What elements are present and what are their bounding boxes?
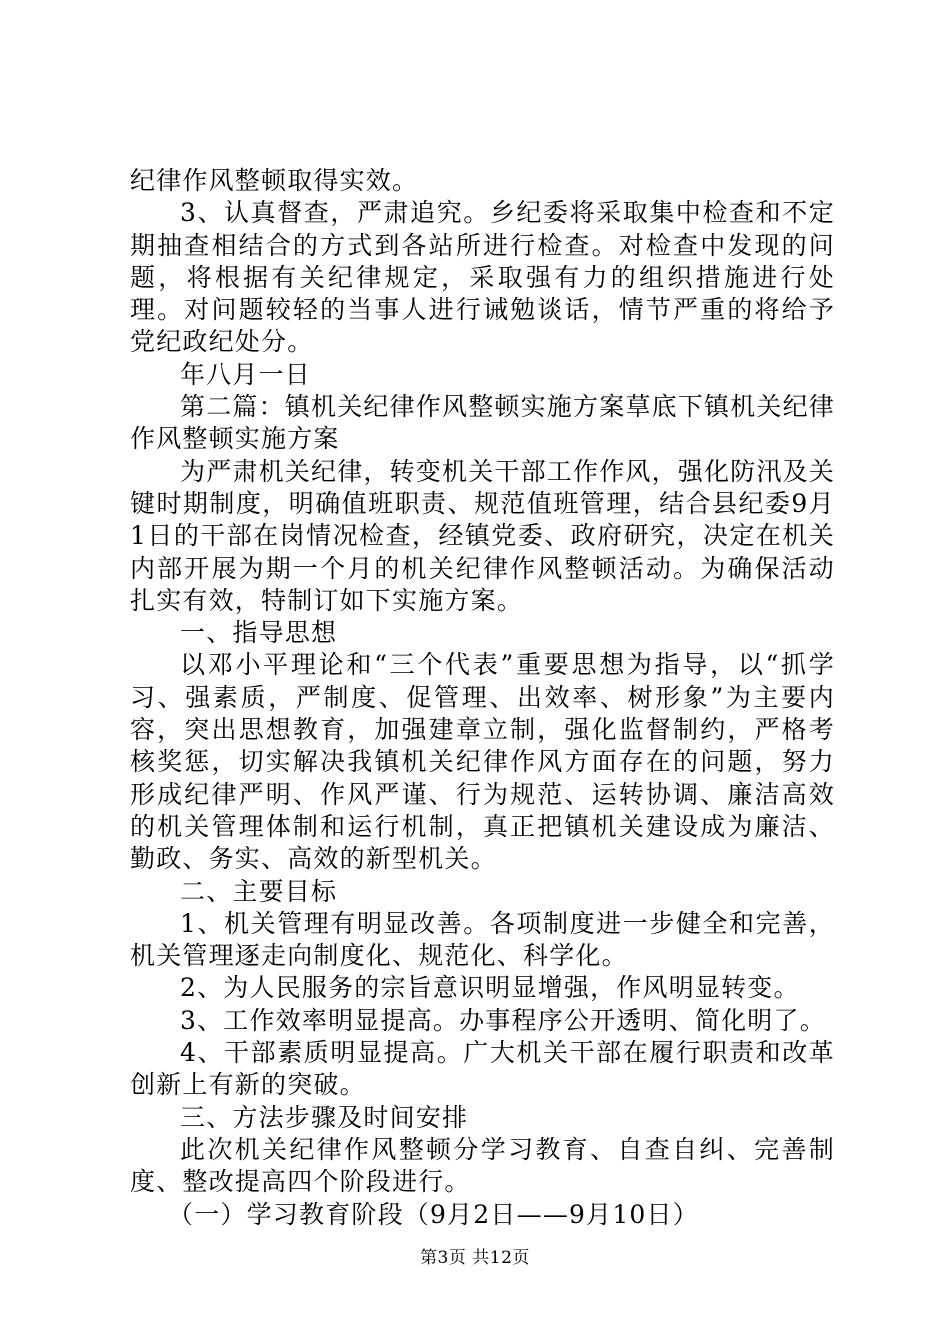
paragraph-phases: 此次机关纪律作风整顿分学习教育、自查自纠、完善制度、整改提高四个阶段进行。 bbox=[130, 1134, 835, 1197]
paragraph-introduction: 为严肃机关纪律，转变机关干部工作作风，强化防汛及关键时期制度，明确值班职责、规范值班管理，结合县纪委9月1日的干部在岗情况检查，经镇党委、政府研究，决定在机关内部开展为期一个月的机关纪律作风整顿活动。为确保活动扎实有效，特制订如下实施方案。 bbox=[130, 456, 836, 615]
heading-guiding-ideology: 一、指导思想 bbox=[180, 618, 338, 648]
paragraph-continuation: 纪律作风整顿取得实效。 bbox=[130, 166, 419, 195]
paragraph-goal-1: 1、机关管理有明显改善。各项制度进一步健全和完善，机关管理逐走向制度化、规范化、科学化。 bbox=[130, 908, 835, 971]
paragraph-goal-4: 4、干部素质明显提高。广大机关干部在履行职责和改革创新上有新的突破。 bbox=[130, 1038, 835, 1100]
paragraph-goal-2: 2、为人民服务的宗旨意识明显增强，作风明显转变。 bbox=[180, 973, 800, 1003]
paragraph-guiding-ideology: 以邓小平理论和“三个代表”重要思想为指导，以“抓学习、强素质，严制度、促管理、出效率、树形象”为主要内容，突出思想教育，加强建章立制，强化监督制约，严格考核奖惩，切实解决我镇机关纪律作风方面存在的问题，努力形成纪律严明、作风严谨、行为规范、运转协调、廉洁高效的机关管理体制和运行机制，真正把镇机关建设成为廉洁、勤政、务实、高效的新型机关。 bbox=[130, 650, 835, 874]
heading-main-goals: 二、主要目标 bbox=[180, 876, 338, 906]
page-number-footer: 第3页 共12页 bbox=[420, 1248, 530, 1268]
section-title-part-two: 第二篇：镇机关纪律作风整顿实施方案䓍底下镇机关纪律作风整顿实施方案 bbox=[130, 392, 836, 454]
heading-methods-schedule: 三、方法步骤及时间安排 bbox=[180, 1102, 469, 1132]
document-body bbox=[130, 165, 835, 1231]
paragraph-goal-3: 3、工作效率明显提高。办事程序公开透明、简化明了。 bbox=[180, 1005, 826, 1035]
heading-study-phase: （一）学习教育阶段（9月2日——9月10日） bbox=[168, 1199, 699, 1229]
paragraph-date: 年八月一日 bbox=[180, 359, 312, 389]
paragraph-item-3-supervision: 3、认真督查，严肃追究。乡纪委将采取集中检查和不定期抽查相结合的方式到各站所进行检查。对检查中发现的问题，将根据有关纪律规定，采取强有力的组织措施进行处理。对问题较轻的当事人进行诫勉谈话，情节严重的将给予党纪政纪处分。 bbox=[130, 198, 835, 357]
